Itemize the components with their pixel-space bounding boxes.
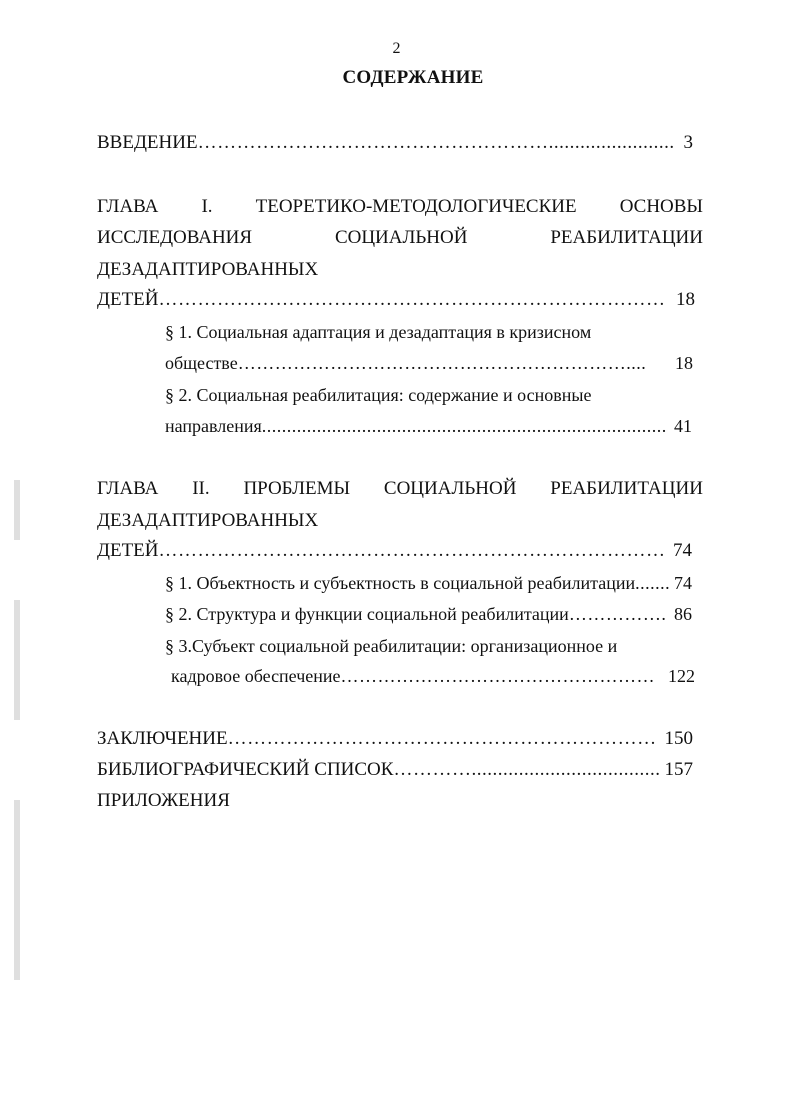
chapter-1-word: РЕАБИЛИТАЦИИ (550, 227, 703, 248)
dot-leader: ……………………………………………………….... (237, 353, 647, 373)
toc-entry-bibliography[interactable] (97, 758, 693, 782)
toc-page-number: 86 (674, 604, 692, 624)
chapter-1-heading-line-3[interactable]: ДЕЗАДАПТИРОВАННЫХ (97, 259, 319, 280)
dot-leader: ………………………………………………........................ (197, 132, 675, 153)
toc-label: обществе (165, 353, 238, 373)
toc-page-number: 18 (676, 289, 695, 310)
chapter-1-word: ОСНОВЫ (619, 196, 703, 217)
dot-leader: ………………………………………………………… (227, 728, 657, 749)
dot-leader: ....... (635, 573, 671, 593)
chapter-1-word: I. (201, 196, 213, 217)
chapter-2-word: ПРОБЛЕМЫ (243, 478, 351, 499)
section-2-2[interactable] (165, 602, 692, 626)
chapter-1-heading-line-4[interactable] (97, 288, 695, 312)
toc-page-number: 41 (674, 416, 692, 436)
scan-artifact (14, 800, 20, 980)
toc-label: ДЕТЕЙ (97, 540, 159, 561)
chapter-1-heading-line-2[interactable] (97, 226, 703, 250)
page-number: 2 (392, 40, 401, 57)
toc-entry-appendices[interactable]: ПРИЛОЖЕНИЯ (97, 790, 230, 811)
chapter-1-word: ТЕОРЕТИКО-МЕТОДОЛОГИЧЕСКИЕ (255, 196, 577, 217)
toc-page-number: 3 (683, 132, 693, 153)
dot-leader: …………………………………………………………………… (158, 540, 666, 561)
dot-leader: …………………………………………… (340, 666, 656, 686)
chapter-2-word: II. (192, 478, 210, 499)
dot-leader: …………………………………………………………………… (158, 289, 666, 310)
chapter-2-heading-line-3[interactable] (97, 539, 692, 563)
chapter-2-word: СОЦИАЛЬНОЙ (383, 478, 517, 499)
toc-label: направления (165, 416, 262, 436)
toc-entry-conclusion[interactable] (97, 727, 693, 751)
toc-page-number: 122 (668, 666, 695, 686)
section-2-3-line-1[interactable]: § 3.Субъект социальной реабилитации: организационное и (165, 636, 618, 656)
toc-label: § 2. Структура и функции социальной реабилитации (165, 604, 569, 624)
toc-page-number: 157 (664, 759, 693, 780)
chapter-2-word: РЕАБИЛИТАЦИИ (550, 478, 703, 499)
dot-leader: ................................................................................. (261, 416, 667, 436)
section-2-3-line-2[interactable] (171, 664, 695, 688)
chapter-2-word: ГЛАВА (97, 478, 159, 499)
toc-label: ЗАКЛЮЧЕНИЕ (97, 728, 228, 749)
toc-label: ВВЕДЕНИЕ (97, 132, 198, 153)
toc-page-number: 74 (674, 573, 692, 593)
chapter-2-heading-line-2[interactable]: ДЕЗАДАПТИРОВАННЫХ (97, 510, 319, 531)
section-1-2-line-2[interactable] (165, 414, 692, 438)
scan-artifact (14, 480, 20, 540)
toc-entry-introduction[interactable] (97, 131, 693, 155)
chapter-1-word: ГЛАВА (97, 196, 159, 217)
chapter-1-word: ИССЛЕДОВАНИЯ (97, 227, 253, 248)
toc-page-number: 74 (673, 540, 692, 561)
toc-label: § 1. Объектность и субъектность в социальной реабилитации (165, 573, 636, 593)
section-2-1[interactable] (165, 571, 692, 595)
toc-label: кадровое обеспечение (171, 666, 341, 686)
section-1-1-line-1[interactable]: § 1. Социальная адаптация и дезадаптация в кризисном (165, 322, 592, 342)
dot-leader: ……………. (568, 604, 667, 624)
chapter-1-word: СОЦИАЛЬНОЙ (334, 227, 468, 248)
chapter-1-heading-line-1[interactable] (97, 195, 703, 219)
section-1-2-line-1[interactable]: § 2. Социальная реабилитация: содержание и основные (165, 385, 592, 405)
chapter-2-heading-line-1[interactable] (97, 477, 703, 501)
section-1-1-line-2[interactable] (165, 351, 693, 375)
toc-label: БИБЛИОГРАФИЧЕСКИЙ СПИСОК (97, 759, 394, 780)
scan-artifact (14, 600, 20, 720)
toc-page-number: 150 (664, 728, 693, 749)
page-title: СОДЕРЖАНИЕ (342, 67, 484, 88)
dot-leader: ………….................................... (393, 759, 661, 780)
toc-label: ДЕТЕЙ (97, 289, 159, 310)
toc-page-number: 18 (675, 353, 693, 373)
